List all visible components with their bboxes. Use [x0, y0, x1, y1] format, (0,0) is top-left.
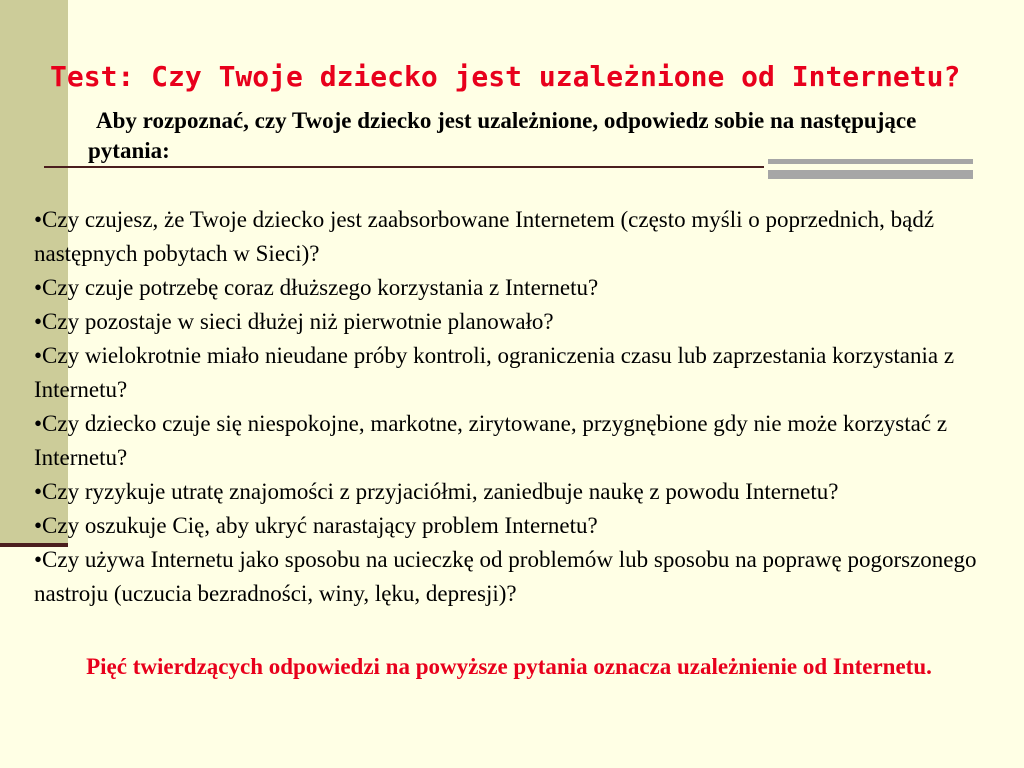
- question-list: [34, 203, 984, 611]
- slide-title: Test: Czy Twoje dziecko jest uzależnione od Internetu?: [50, 60, 961, 93]
- question-item-8: •Czy używa Internetu jako sposobu na ucieczkę od problemów lub sposobu na poprawę pogorszonego nastroju (uczucia bezradności, winy, lęku, depresji)?: [34, 547, 977, 606]
- conclusion-text: Pięć twierdzących odpowiedzi na powyższe pytania oznacza uzależnienie od Internetu.: [86, 654, 932, 679]
- question-item-1: •Czy czujesz, że Twoje dziecko jest zaabsorbowane Internetem (często myśli o poprzednich, bądź następnych pobytach w Sieci)?: [34, 207, 935, 266]
- question-item-3: •Czy pozostaje w sieci dłużej niż pierwotnie planowało?: [34, 309, 554, 334]
- question-item-2: •Czy czuje potrzebę coraz dłuższego korzystania z Internetu?: [34, 275, 599, 300]
- decorative-grey-bar-top: [768, 159, 973, 164]
- slide-intro: Aby rozpoznać, czy Twoje dziecko jest uzależnione, odpowiedz sobie na następujące pytania:: [88, 108, 917, 163]
- question-item-4: •Czy wielokrotnie miało nieudane próby kontroli, ograniczenia czasu lub zaprzestania korzystania z Internetu?: [34, 343, 955, 402]
- question-item-5: •Czy dziecko czuje się niespokojne, markotne, zirytowane, przygnębione gdy nie może korzystać z Internetu?: [34, 411, 948, 470]
- decorative-grey-bar-bottom: [768, 170, 973, 179]
- question-item-6: •Czy ryzykuje utratę znajomości z przyjaciółmi, zaniedbuje naukę z powodu Internetu?: [34, 479, 839, 504]
- question-item-7: •Czy oszukuje Cię, aby ukryć narastający problem Internetu?: [34, 513, 598, 538]
- header-divider: [44, 166, 764, 168]
